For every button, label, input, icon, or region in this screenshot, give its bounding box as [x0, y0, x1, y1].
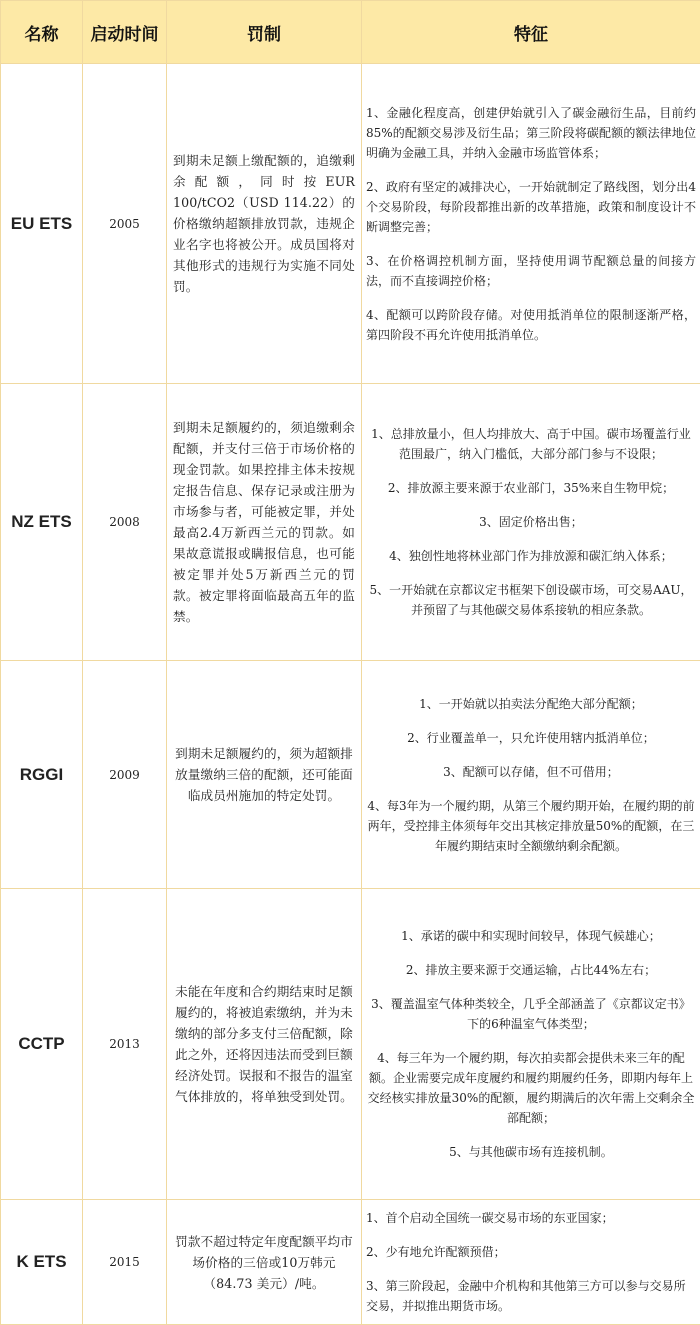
- start-year: 2015: [83, 1200, 167, 1325]
- features-cell: [362, 64, 700, 384]
- start-year: 2005: [83, 64, 167, 384]
- features-cell: [362, 661, 700, 889]
- features-cell: [362, 1200, 700, 1325]
- table-row-k-ets: [1, 1200, 700, 1325]
- start-year: 2009: [83, 661, 167, 889]
- market-name: NZ ETS: [1, 384, 83, 661]
- penalty-text: 未能在年度和合约期结束时足额履约的，将被追索缴纳，并为未缴纳的部分多支付三倍配额，除此之外，还将因违法而受到巨额经济处罚。误报和不报告的温室气体排放的，将单独受到处罚。: [167, 889, 362, 1200]
- features-cell: [362, 889, 700, 1200]
- feature-item: 5、一开始就在京都议定书框架下创设碳市场，可交易AAU，并预留了与其他碳交易体系接轨的相应条款。: [366, 580, 696, 620]
- feature-item: 2、少有地允许配额预借；: [366, 1242, 696, 1262]
- feature-item: 1、一开始就以拍卖法分配绝大部分配额；: [366, 694, 696, 714]
- table-row-eu-ets: [1, 64, 700, 384]
- feature-item: 4、每3年为一个履约期，从第三个履约期开始，在履约期的前两年，受控排主体须每年交出其核定排放量50%的配额，在三年履约期结束时全额缴纳剩余配额。: [366, 796, 696, 856]
- feature-item: 2、政府有坚定的减排决心，一开始就制定了路线图，划分出4个交易阶段，每阶段都推出新的改革措施，政策和制度设计不断调整完善；: [366, 177, 696, 237]
- table-row-nz-ets: [1, 384, 700, 661]
- features-cell: [362, 384, 700, 661]
- penalty-text: 罚款不超过特定年度配额平均市场价格的三倍或10万韩元（84.73 美元）/吨。: [167, 1200, 362, 1325]
- header-row: [1, 1, 700, 64]
- penalty-text: 到期未足额履约的，须为超额排放量缴纳三倍的配额，还可能面临成员州施加的特定处罚。: [167, 661, 362, 889]
- feature-item: 4、配额可以跨阶段存储。对使用抵消单位的限制逐渐严格，第四阶段不再允许使用抵消单位。: [366, 305, 696, 345]
- market-name: EU ETS: [1, 64, 83, 384]
- feature-item: 1、金融化程度高，创建伊始就引入了碳金融衍生品，目前约85%的配额交易涉及衍生品；第三阶段将碳配额的额法律地位明确为金融工具，并纳入金融市场监管体系；: [366, 103, 696, 163]
- header-start-time: 启动时间: [83, 1, 167, 64]
- feature-item: 2、排放主要来源于交通运输，占比44%左右；: [366, 960, 696, 980]
- start-year: 2008: [83, 384, 167, 661]
- market-name: K ETS: [1, 1200, 83, 1325]
- table-row-rggi: [1, 661, 700, 889]
- header-penalty: 罚制: [167, 1, 362, 64]
- market-name: RGGI: [1, 661, 83, 889]
- feature-item: 2、行业覆盖单一，只允许使用辖内抵消单位；: [366, 728, 696, 748]
- feature-item: 4、独创性地将林业部门作为排放源和碳汇纳入体系；: [366, 546, 696, 566]
- feature-item: 3、固定价格出售；: [366, 512, 696, 532]
- feature-item: 3、第三阶段起，金融中介机构和其他第三方可以参与交易所交易，并拟推出期货市场。: [366, 1276, 696, 1316]
- header-name: 名称: [1, 1, 83, 64]
- feature-item: 4、每三年为一个履约期，每次拍卖都会提供未来三年的配额。企业需要完成年度履约和履约期履约任务，即期内每年上交经核实排放量30%的配额，履约期满后的次年需上交剩余全部配额；: [366, 1048, 696, 1128]
- feature-item: 1、承诺的碳中和实现时间较早，体现气候雄心；: [366, 926, 696, 946]
- feature-item: 3、在价格调控机制方面，坚持使用调节配额总量的间接方法，而不直接调控价格；: [366, 251, 696, 291]
- penalty-text: 到期未足额履约的，须追缴剩余配额，并支付三倍于市场价格的现金罚款。如果控排主体未按规定报告信息、保存记录或注册为市场参与者，可能被定罪，并处最高2.4万新西兰元的罚款。如果故意谎报或瞒报信息，也可能被定罪并处5万新西兰元的罚款。被定罪将面临最高五年的监禁。: [167, 384, 362, 661]
- feature-item: 5、与其他碳市场有连接机制。: [366, 1142, 696, 1162]
- feature-item: 1、总排放量小，但人均排放大、高于中国。碳市场覆盖行业范围最广，纳入门槛低，大部分部门参与不设限；: [366, 424, 696, 464]
- feature-item: 1、首个启动全国统一碳交易市场的东亚国家；: [366, 1208, 696, 1228]
- start-year: 2013: [83, 889, 167, 1200]
- market-name: CCTP: [1, 889, 83, 1200]
- table-row-cctp: [1, 889, 700, 1200]
- header-features: 特征: [362, 1, 700, 64]
- penalty-text: 到期未足额上缴配额的，追缴剩余配额，同时按EUR 100/tCO2（USD 114.22）的价格缴纳超额排放罚款，违规企业名字也将被公开。成员国将对其他形式的违规行为实施不同处罚。: [167, 64, 362, 384]
- feature-item: 3、覆盖温室气体种类较全，几乎全部涵盖了《京都议定书》下的6种温室气体类型；: [366, 994, 696, 1034]
- feature-item: 2、排放源主要来源于农业部门，35%来自生物甲烷；: [366, 478, 696, 498]
- feature-item: 3、配额可以存储，但不可借用；: [366, 762, 696, 782]
